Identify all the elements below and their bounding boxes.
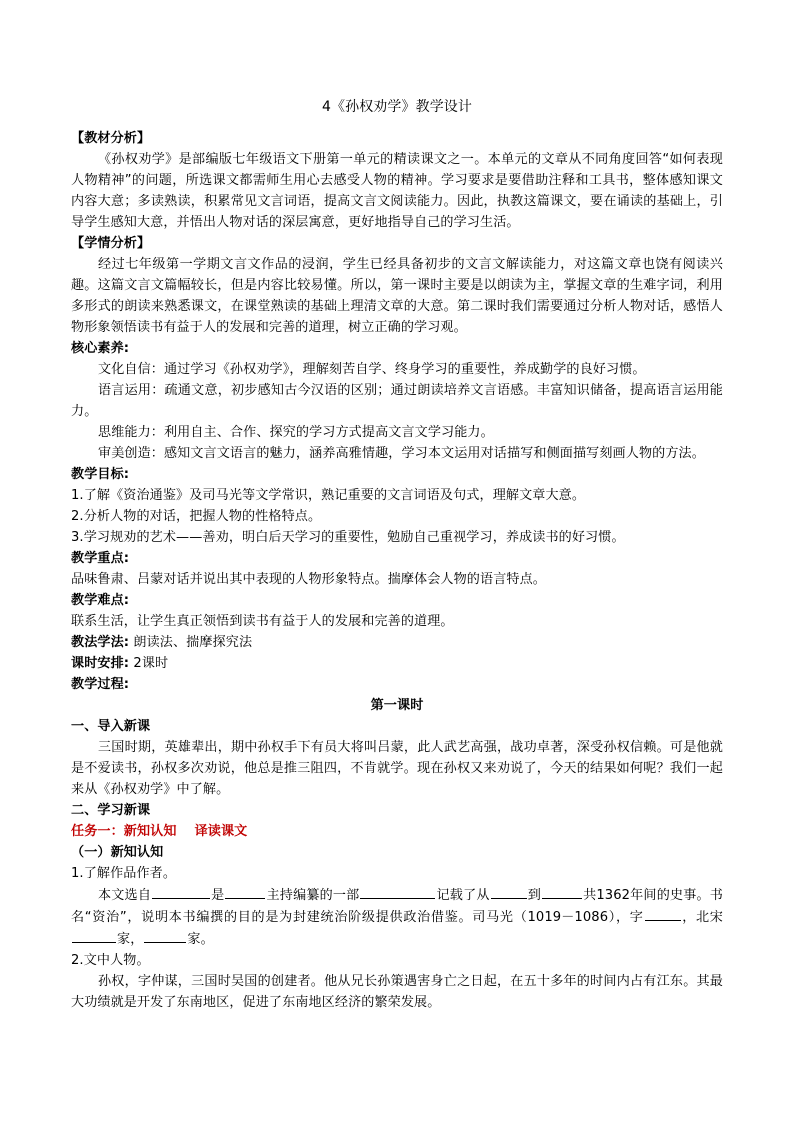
teaching-key-text: 品味鲁肃、吕蒙对话并说出其中表现的人物形象特点。揣摩体会人物的语言特点。 xyxy=(71,572,546,587)
core-literacy-item: 语言运用：疏通文意，初步感知古今汉语的区别；通过朗读培养文言语感。丰富知识储备，提高语言运用能力。 xyxy=(71,383,723,419)
teaching-goal-item: 1.了解《资治通鉴》及司马光等文学常识，熟记重要的文言词语及句式，理解文章大意。 xyxy=(71,488,586,503)
teaching-difficulty-text: 联系生活，让学生真正领悟到读书有益于人的发展和完善的道理。 xyxy=(71,614,454,629)
intro-heading: 一、导入新课 xyxy=(71,719,151,734)
teaching-goal-item: 3.学习规劝的艺术——善劝，明白后天学习的重要性，勉励自己重视学习，养成读书的好习惯。 xyxy=(71,530,625,545)
core-literacy-heading: 核心素养: xyxy=(71,341,130,356)
fill-blank[interactable] xyxy=(645,906,681,921)
fill-text: 到 xyxy=(527,888,541,903)
teaching-goals-heading: 教学目标: xyxy=(71,467,130,482)
fill-text: 共1362年间的史事。书名“资治”，说明本书编撰的目的是为封建统治阶级提供政治借鉴。司马光（1019－1086），字 xyxy=(71,888,723,925)
document-title: 4《孙权劝学》教学设计 xyxy=(321,99,472,115)
fill-text: 家。 xyxy=(187,932,214,947)
new-knowledge-subheading: （一）新知认知 xyxy=(71,845,164,860)
fill-text: 记载了从 xyxy=(436,888,490,903)
author-item: 1.了解作品作者。 xyxy=(71,866,177,881)
teaching-goal-item: 2.分析人物的对话，把握人物的性格特点。 xyxy=(71,509,322,524)
schedule-text: 2课时 xyxy=(133,656,169,671)
characters-item: 2.文中人物。 xyxy=(71,953,150,968)
material-analysis-heading: 【教材分析】 xyxy=(71,131,151,146)
core-literacy-item: 审美创造：感知文言文语言的魅力，涵养高雅情趣，学习本文运用对话描写和侧面描写刻画人物的方法。 xyxy=(98,446,705,461)
task-one-sublabel: 译读课文 xyxy=(194,824,248,839)
teaching-key-heading: 教学重点: xyxy=(71,551,130,566)
teaching-method-text: 朗读法、揣摩探究法 xyxy=(133,635,253,650)
teaching-method-label: 教法学法: xyxy=(71,635,130,650)
core-literacy-item: 文化自信：通过学习《孙权劝学》，理解刻苦自学、终身学习的重要性，养成勤学的良好习惯。 xyxy=(98,362,646,377)
core-literacy-item: 思维能力：利用自主、合作、探究的学习方式提高文言文学习能力。 xyxy=(98,425,494,440)
fill-text: 是 xyxy=(211,888,225,903)
task-one-label: 任务一：新知认知 xyxy=(71,824,177,839)
teaching-difficulty-heading: 教学难点: xyxy=(71,593,130,608)
intro-text: 三国时期，英雄辈出，期中孙权手下有员大将叫吕蒙，此人武艺高强，战功卓著，深受孙权信赖。可是他就是不爱读书，孙权多次劝说，他总是推三阻四，不肯就学。现在孙权又来劝说了，今天的结果如何呢？我们一起来从《孙权劝学》中了解。 xyxy=(71,740,723,797)
fill-text: ，北宋 xyxy=(681,910,723,925)
fill-text: 本文选自 xyxy=(98,888,152,903)
schedule-line xyxy=(71,653,723,674)
fill-blank[interactable] xyxy=(225,884,265,899)
fill-blank[interactable] xyxy=(144,928,186,943)
fill-text: 主持编纂的一部 xyxy=(266,888,360,903)
document-body xyxy=(71,97,723,1013)
fill-blank[interactable] xyxy=(152,884,210,899)
fill-blank[interactable] xyxy=(542,884,582,899)
character-description: 孙权，字仲谋，三国时吴国的创建者。他从兄长孙策遇害身亡之日起，在五十多年的时间内占有江东。其最大功绩就是开发了东南地区，促进了东南地区经济的繁荣发展。 xyxy=(71,974,723,1010)
student-analysis-heading: 【学情分析】 xyxy=(71,236,151,251)
task-one-heading xyxy=(71,821,723,842)
student-analysis-text: 经过七年级第一学期文言文作品的浸润，学生已经具备初步的文言文解读能力，对这篇文章也饶有阅读兴趣。这篇文言文篇幅较长，但是内容比较易懂。所以，第一课时主要是以朗读为主，掌握文章的生难字词，利用多形式的朗读来熟悉课文，在课堂熟读的基础上理清文章的大意。第二课时我们需要通过分析人物对话，感悟人物形象领悟读书有益于人的发展和完善的道理，树立正确的学习观。 xyxy=(71,257,723,335)
lesson-title: 第一课时 xyxy=(370,698,424,713)
fill-blank[interactable] xyxy=(360,884,435,899)
teaching-method-line xyxy=(71,632,723,653)
new-lesson-heading: 二、学习新课 xyxy=(71,803,151,818)
fill-text: 家， xyxy=(117,932,144,947)
teaching-process-heading: 教学过程: xyxy=(71,677,130,692)
fill-blank[interactable] xyxy=(72,928,116,943)
material-analysis-text: 《孙权劝学》是部编版七年级语文下册第一单元的精读课文之一。本单元的文章从不同角度回答“如何表现人物精神”的问题，所选课文都需师生用心去感受人物的精神。学习要求是要借助注释和工具书，整体感知课文内容大意；多读熟读，积累常见文言词语，提高文言文阅读能力。因此，执教这篇课文，要在诵读的基础上，引导学生感知大意，并悟出人物对话的深层寓意，更好地指导自己的学习生活。 xyxy=(71,152,723,230)
fill-blank[interactable] xyxy=(491,884,527,899)
fill-in-paragraph xyxy=(71,884,723,950)
schedule-label: 课时安排: xyxy=(71,656,130,671)
